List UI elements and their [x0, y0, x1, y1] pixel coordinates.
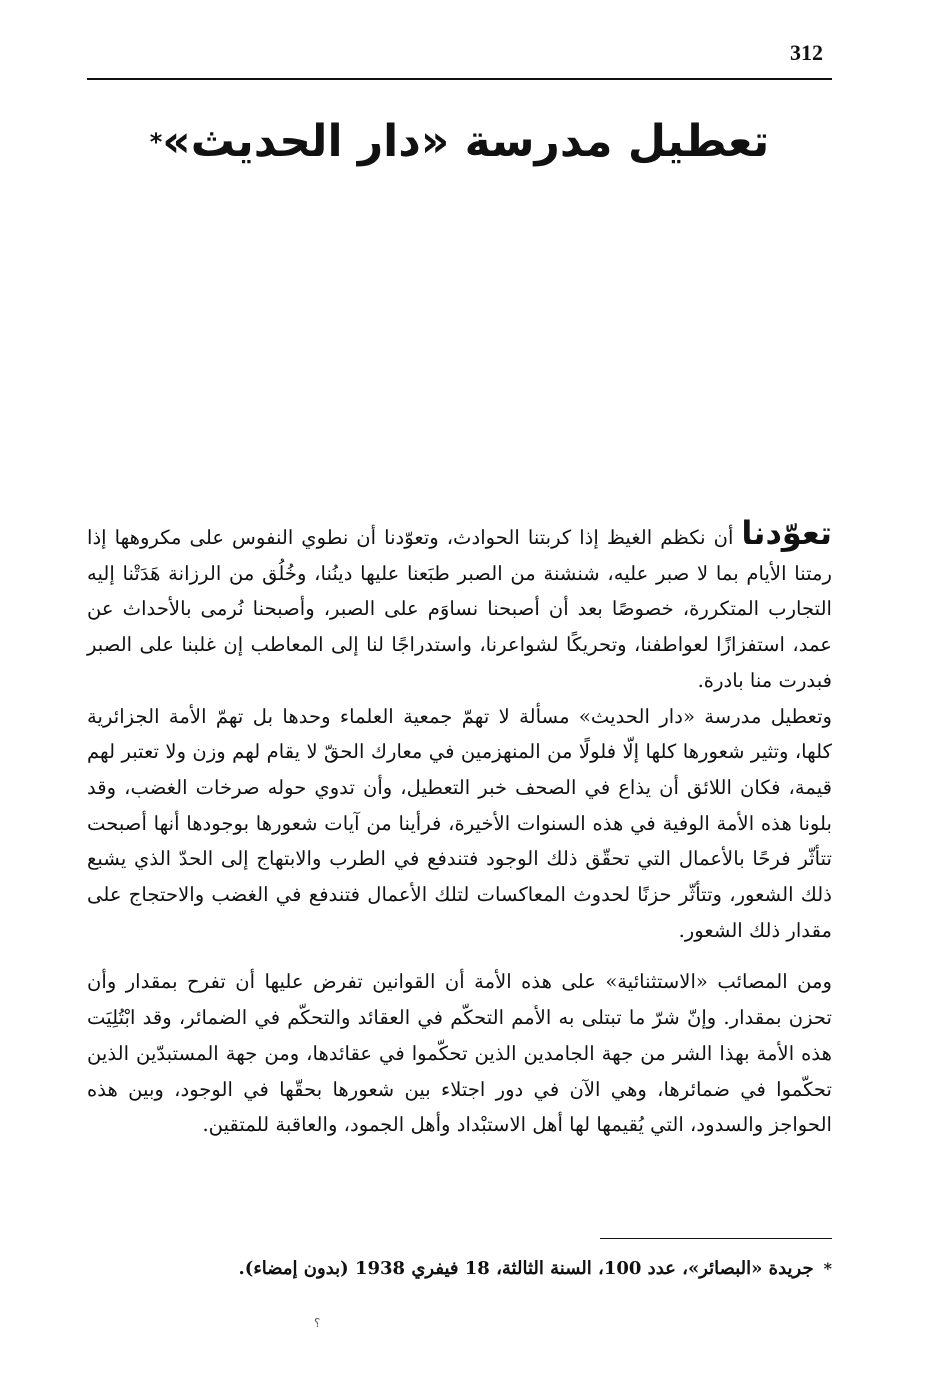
lead-word: تعوّدنا	[741, 514, 832, 552]
footnote-rule	[600, 1238, 832, 1239]
footnote	[87, 1254, 832, 1284]
bottom-mark: ؟	[314, 1316, 321, 1330]
title-footnote-marker: *	[149, 128, 163, 156]
page-number: 312	[790, 40, 823, 65]
paragraph-2: وتعطيل مدرسة «دار الحديث» مسألة لا تهمّ جمعية العلماء وحدها بل تهمّ الأمة الجزائرية كلها، وتثير شعورها كلها إلّا فلولًا من المنهزمين في معارك الحقّ لا يقام لهم وزن ولا تعتبر لهم قيمة، فكان اللائق أن يذاع في الصحف خبر التعطيل، وأن تدوي حوله صرخات الغضب، وقد بلونا هذه الأمة الوفية في هذه السنوات الأخيرة، فرأينا من آيات شعورها بوجودها أنها أصبحت تتأثّر فرحًا بالأعمال التي تحقّق ذلك الوجود فتندفع في الطرب والابتهاج إلى الحدّ الذي يشبع ذلك الشعور، وتتأثّر حزنًا لحدوث المعاكسات لتلك الأعمال فتندفع في الغضب والاحتجاج على مقدار ذلك الشعور.	[87, 704, 832, 942]
paragraph-1	[87, 514, 832, 699]
header-rule	[87, 78, 832, 80]
paragraph-1-text: أن نكظم الغيظ إذا كربتنا الحوادث، وتعوّدنا أن نطوي النفوس على مكروهها إذا رمتنا الأيام بما لا صبر عليه، شنشنة من الصبر طبَعنا عليها دينُنا، وخُلُق من الرزانة هَدَتْنا إليه التجارب المتكررة، خصوصًا بعد أن أصبحنا نساوَم على الصبر، وأصبحنا نُرمى بالأحداث عن عمد، استفزازًا لعواطفنا، وتحريكًا لشواعرنا، واستدراجًا لنا إلى المعاطب إن غلبنا على الصبر فبدرت منا بادرة.	[87, 526, 832, 692]
footnote-text: جريدة «البصائر»، عدد 100، السنة الثالثة، 18 فيفري 1938 (بدون إمضاء).	[238, 1258, 814, 1279]
paragraph-3: ومن المصائب «الاستثنائية» على هذه الأمة أن القوانين تفرض عليها أن تفرح بمقدار وأن تحزن بمقدار. وإنّ شرّ ما تبتلى به الأمم التحكّم في العقائد والتحكّم في الضمائر، وقد ابْتُلِيَت هذه الأمة بهذا الشر من جهة الجامدين الذين تحكّموا في عقائدها، ومن جهة المستبدّين الذين تحكّموا في ضمائرها، وهي الآن في دور اجتلاء بين شعورها بحقّها في الوجود، وبين هذه الحواجز والسدود، التي يُقيمها لها أهل الاستبْداد وأهل الجمود، والعاقبة للمتقين.	[87, 970, 832, 1137]
title-text: تعطيل مدرسة «دار الحديث»	[162, 116, 770, 167]
footnote-marker: *	[823, 1259, 832, 1278]
article-body	[87, 514, 832, 1143]
page-title	[87, 112, 832, 172]
